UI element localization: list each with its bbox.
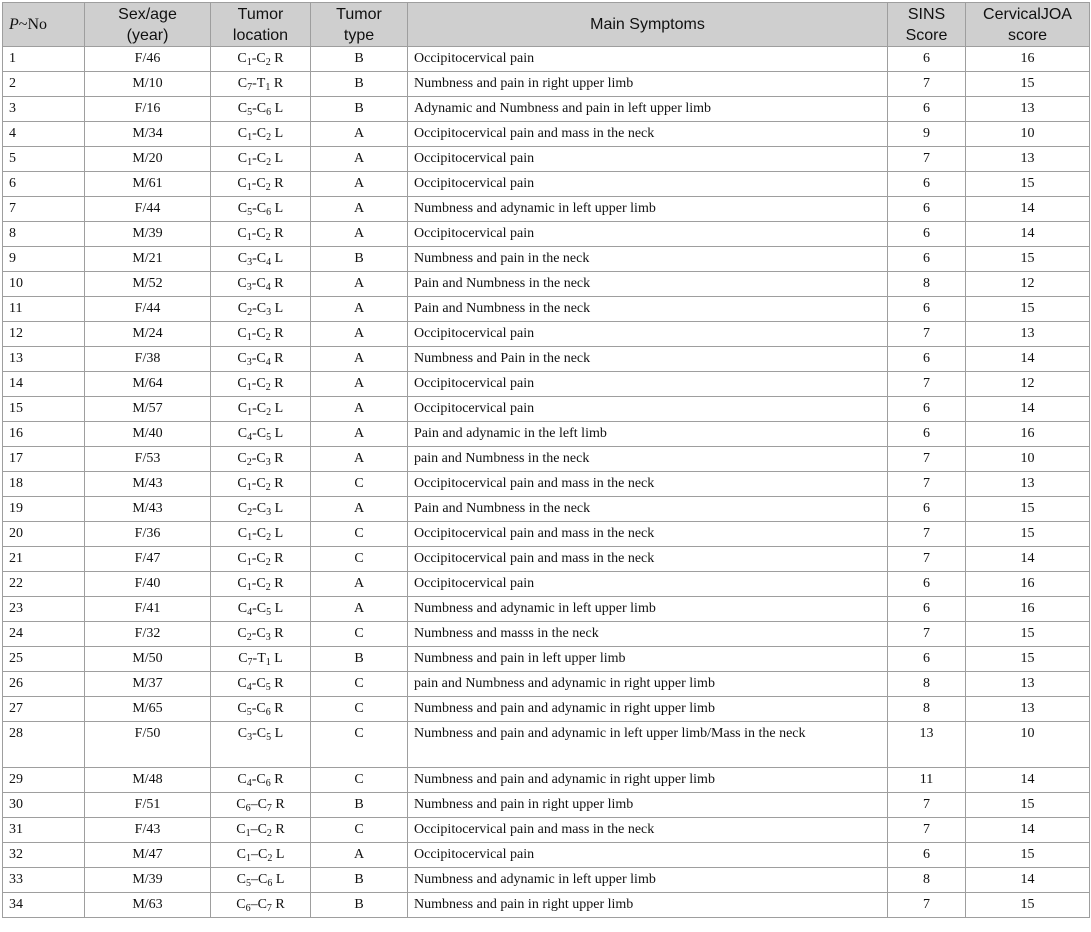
cell-main-symptoms: Occipitocervical pain [408, 147, 888, 172]
cell-sex-age: F/41 [85, 597, 211, 622]
cell-cervical-joa-score: 15 [966, 497, 1090, 522]
cell-patient-no: 2 [3, 72, 85, 97]
cell-tumor-location: $C_1-C_2$ L [211, 522, 311, 547]
cell-tumor-location: $C_3-C_5$ L [211, 722, 311, 768]
cell-cervical-joa-score: 15 [966, 247, 1090, 272]
cell-tumor-type: B [311, 868, 408, 893]
table-row [3, 72, 1090, 97]
cell-main-symptoms: Numbness and pain and adynamic in right upper limb [408, 768, 888, 793]
cell-tumor-type: A [311, 843, 408, 868]
cell-sins-score: 6 [888, 497, 966, 522]
cell-sex-age: F/53 [85, 447, 211, 472]
table-row [3, 97, 1090, 122]
table-row [3, 472, 1090, 497]
cell-cervical-joa-score: 16 [966, 422, 1090, 447]
patient-table [2, 2, 1090, 918]
cell-sex-age: M/61 [85, 172, 211, 197]
cell-main-symptoms: pain and Numbness and adynamic in right upper limb [408, 672, 888, 697]
cell-cervical-joa-score: 14 [966, 397, 1090, 422]
cell-main-symptoms: Occipitocervical pain and mass in the neck [408, 522, 888, 547]
cell-tumor-location: $C_2-C_3$ L [211, 497, 311, 522]
cell-tumor-location: $C_1-C_2$ R [211, 472, 311, 497]
table-row [3, 347, 1090, 372]
cell-tumor-type: A [311, 272, 408, 297]
cell-tumor-type: A [311, 222, 408, 247]
cell-tumor-type: B [311, 793, 408, 818]
cell-cervical-joa-score: 14 [966, 768, 1090, 793]
cell-sins-score: 6 [888, 597, 966, 622]
cell-sins-score: 8 [888, 697, 966, 722]
cell-main-symptoms: Numbness and pain in the neck [408, 247, 888, 272]
cell-sins-score: 7 [888, 522, 966, 547]
cell-tumor-type: C [311, 547, 408, 572]
cell-cervical-joa-score: 16 [966, 572, 1090, 597]
cell-cervical-joa-score: 10 [966, 122, 1090, 147]
cell-sex-age: M/21 [85, 247, 211, 272]
cell-patient-no: 33 [3, 868, 85, 893]
cell-cervical-joa-score: 12 [966, 372, 1090, 397]
cell-patient-no: 16 [3, 422, 85, 447]
cell-main-symptoms: Occipitocervical pain and mass in the neck [408, 122, 888, 147]
cell-patient-no: 9 [3, 247, 85, 272]
cell-main-symptoms: Numbness and pain and adynamic in right upper limb [408, 697, 888, 722]
table-row [3, 768, 1090, 793]
cell-sex-age: M/50 [85, 647, 211, 672]
cell-sins-score: 7 [888, 818, 966, 843]
header-sex-age: Sex/age (year) [85, 3, 211, 47]
cell-sins-score: 8 [888, 672, 966, 697]
cell-sex-age: M/43 [85, 472, 211, 497]
cell-cervical-joa-score: 14 [966, 222, 1090, 247]
cell-sex-age: M/64 [85, 372, 211, 397]
cell-sins-score: 6 [888, 843, 966, 868]
cell-tumor-location: $C_7-T_1$ L [211, 647, 311, 672]
cell-patient-no: 32 [3, 843, 85, 868]
cell-tumor-type: A [311, 122, 408, 147]
cell-sins-score: 7 [888, 72, 966, 97]
cell-tumor-location: $C_1-C_2$ L [211, 122, 311, 147]
cell-tumor-type: A [311, 447, 408, 472]
cell-sex-age: M/48 [85, 768, 211, 793]
cell-cervical-joa-score: 12 [966, 272, 1090, 297]
cell-patient-no: 17 [3, 447, 85, 472]
cell-cervical-joa-score: 14 [966, 547, 1090, 572]
cell-sex-age: F/40 [85, 572, 211, 597]
table-row [3, 222, 1090, 247]
cell-cervical-joa-score: 13 [966, 697, 1090, 722]
cell-sins-score: 13 [888, 722, 966, 768]
cell-sins-score: 7 [888, 893, 966, 918]
table-row [3, 622, 1090, 647]
cell-main-symptoms: Occipitocervical pain [408, 322, 888, 347]
cell-sins-score: 6 [888, 197, 966, 222]
cell-tumor-location: $C_1-C_2$ R [211, 172, 311, 197]
cell-tumor-location: $C_5-C_6$ R [211, 697, 311, 722]
cell-main-symptoms: Numbness and adynamic in left upper limb [408, 597, 888, 622]
table-row [3, 372, 1090, 397]
cell-main-symptoms: Pain and Numbness in the neck [408, 497, 888, 522]
cell-patient-no: 31 [3, 818, 85, 843]
cell-sex-age: F/51 [85, 793, 211, 818]
cell-sex-age: F/44 [85, 197, 211, 222]
cell-tumor-location: $C_5-C_6$ L [211, 97, 311, 122]
cell-tumor-location: $C_6-C_7$ R [211, 793, 311, 818]
cell-tumor-type: A [311, 572, 408, 597]
cell-tumor-location: $C_1-C_2$ R [211, 818, 311, 843]
cell-tumor-location: $C_1-C_2$ L [211, 397, 311, 422]
cell-cervical-joa-score: 15 [966, 522, 1090, 547]
cell-sins-score: 11 [888, 768, 966, 793]
cell-main-symptoms: Numbness and pain in right upper limb [408, 893, 888, 918]
cell-tumor-location: $C_1-C_2$ L [211, 147, 311, 172]
table-row [3, 793, 1090, 818]
cell-sex-age: F/44 [85, 297, 211, 322]
cell-sins-score: 7 [888, 472, 966, 497]
cell-patient-no: 19 [3, 497, 85, 522]
cell-tumor-location: $C_6-C_7$ R [211, 893, 311, 918]
cell-sex-age: M/20 [85, 147, 211, 172]
cell-sins-score: 6 [888, 572, 966, 597]
cell-sex-age: F/38 [85, 347, 211, 372]
cell-sex-age: M/39 [85, 222, 211, 247]
cell-tumor-location: $C_2-C_3$ R [211, 622, 311, 647]
cell-patient-no: 22 [3, 572, 85, 597]
table-row [3, 447, 1090, 472]
cell-main-symptoms: Numbness and pain and adynamic in left upper limb/Mass in the neck [408, 722, 888, 768]
cell-patient-no: 15 [3, 397, 85, 422]
cell-cervical-joa-score: 10 [966, 722, 1090, 768]
cell-patient-no: 1 [3, 47, 85, 72]
cell-patient-no: 25 [3, 647, 85, 672]
cell-cervical-joa-score: 16 [966, 47, 1090, 72]
table-row [3, 893, 1090, 918]
cell-main-symptoms: Occipitocervical pain [408, 47, 888, 72]
cell-cervical-joa-score: 15 [966, 893, 1090, 918]
cell-patient-no: 7 [3, 197, 85, 222]
cell-tumor-type: A [311, 147, 408, 172]
cell-tumor-type: A [311, 347, 408, 372]
table-row [3, 47, 1090, 72]
table-row [3, 172, 1090, 197]
cell-main-symptoms: Occipitocervical pain and mass in the neck [408, 818, 888, 843]
header-sins-score: SINS Score [888, 3, 966, 47]
cell-sins-score: 7 [888, 372, 966, 397]
cell-tumor-location: $C_1-C_2$ R [211, 222, 311, 247]
cell-sins-score: 6 [888, 222, 966, 247]
cell-cervical-joa-score: 15 [966, 72, 1090, 97]
cell-cervical-joa-score: 14 [966, 197, 1090, 222]
cell-main-symptoms: Occipitocervical pain and mass in the neck [408, 547, 888, 572]
cell-tumor-type: A [311, 197, 408, 222]
cell-patient-no: 21 [3, 547, 85, 572]
cell-sex-age: M/24 [85, 322, 211, 347]
table-row [3, 147, 1090, 172]
header-row [3, 3, 1090, 47]
cell-tumor-location: $C_1-C_2$ L [211, 843, 311, 868]
cell-patient-no: 24 [3, 622, 85, 647]
cell-main-symptoms: Occipitocervical pain [408, 172, 888, 197]
cell-tumor-location: $C_1-C_2$ R [211, 322, 311, 347]
table-row [3, 722, 1090, 768]
cell-patient-no: 28 [3, 722, 85, 768]
cell-main-symptoms: Occipitocervical pain [408, 397, 888, 422]
table-row [3, 322, 1090, 347]
cell-tumor-location: $C_1-C_2$ R [211, 47, 311, 72]
cell-sex-age: M/34 [85, 122, 211, 147]
cell-tumor-type: B [311, 97, 408, 122]
table-row [3, 122, 1090, 147]
cell-patient-no: 18 [3, 472, 85, 497]
cell-sins-score: 6 [888, 422, 966, 447]
cell-tumor-location: $C_1-C_2$ R [211, 572, 311, 597]
cell-main-symptoms: Numbness and Pain in the neck [408, 347, 888, 372]
header-tumor-location: Tumor location [211, 3, 311, 47]
cell-sins-score: 9 [888, 122, 966, 147]
cell-cervical-joa-score: 15 [966, 622, 1090, 647]
cell-sex-age: M/10 [85, 72, 211, 97]
cell-tumor-type: A [311, 297, 408, 322]
cell-main-symptoms: Numbness and pain in right upper limb [408, 793, 888, 818]
table-row [3, 672, 1090, 697]
cell-tumor-type: C [311, 672, 408, 697]
cell-tumor-location: $C_2-C_3$ R [211, 447, 311, 472]
cell-sex-age: F/50 [85, 722, 211, 768]
cell-patient-no: 12 [3, 322, 85, 347]
cell-cervical-joa-score: 13 [966, 97, 1090, 122]
cell-cervical-joa-score: 13 [966, 472, 1090, 497]
cell-sins-score: 8 [888, 868, 966, 893]
cell-main-symptoms: Pain and adynamic in the left limb [408, 422, 888, 447]
cell-tumor-location: $C_2-C_3$ L [211, 297, 311, 322]
cell-cervical-joa-score: 15 [966, 172, 1090, 197]
cell-patient-no: 14 [3, 372, 85, 397]
table-row [3, 843, 1090, 868]
cell-sins-score: 7 [888, 547, 966, 572]
cell-main-symptoms: Numbness and adynamic in left upper limb [408, 868, 888, 893]
cell-tumor-type: B [311, 647, 408, 672]
cell-tumor-type: A [311, 422, 408, 447]
cell-patient-no: 3 [3, 97, 85, 122]
cell-patient-no: 10 [3, 272, 85, 297]
cell-tumor-location: $C_4-C_6$ R [211, 768, 311, 793]
cell-sins-score: 6 [888, 647, 966, 672]
cell-main-symptoms: Occipitocervical pain and mass in the neck [408, 472, 888, 497]
header-tumor-type: Tumor type [311, 3, 408, 47]
cell-tumor-type: B [311, 72, 408, 97]
cell-patient-no: 13 [3, 347, 85, 372]
cell-sins-score: 6 [888, 397, 966, 422]
cell-tumor-type: B [311, 893, 408, 918]
cell-main-symptoms: Numbness and masss in the neck [408, 622, 888, 647]
table-row [3, 697, 1090, 722]
cell-tumor-type: C [311, 818, 408, 843]
cell-tumor-type: C [311, 722, 408, 768]
cell-main-symptoms: Numbness and pain in left upper limb [408, 647, 888, 672]
table-row [3, 247, 1090, 272]
cell-sex-age: M/37 [85, 672, 211, 697]
cell-tumor-location: $C_5-C_6$ L [211, 868, 311, 893]
cell-sex-age: F/46 [85, 47, 211, 72]
table-row [3, 647, 1090, 672]
cell-tumor-type: C [311, 522, 408, 547]
cell-sins-score: 8 [888, 272, 966, 297]
cell-cervical-joa-score: 15 [966, 793, 1090, 818]
table-row [3, 497, 1090, 522]
cell-tumor-type: C [311, 697, 408, 722]
cell-tumor-location: $C_4-C_5$ L [211, 597, 311, 622]
cell-main-symptoms: Occipitocervical pain [408, 843, 888, 868]
cell-patient-no: 26 [3, 672, 85, 697]
cell-sex-age: M/65 [85, 697, 211, 722]
cell-patient-no: 11 [3, 297, 85, 322]
cell-tumor-location: $C_5-C_6$ L [211, 197, 311, 222]
table-row [3, 572, 1090, 597]
cell-sins-score: 7 [888, 147, 966, 172]
cell-tumor-type: B [311, 47, 408, 72]
cell-cervical-joa-score: 13 [966, 147, 1090, 172]
cell-sex-age: F/32 [85, 622, 211, 647]
cell-tumor-type: C [311, 768, 408, 793]
cell-sex-age: M/57 [85, 397, 211, 422]
cell-tumor-type: A [311, 322, 408, 347]
cell-tumor-location: $C_3-C_4$ L [211, 247, 311, 272]
cell-tumor-location: $C_1-C_2$ R [211, 372, 311, 397]
cell-sins-score: 7 [888, 322, 966, 347]
cell-sex-age: M/47 [85, 843, 211, 868]
cell-tumor-location: $C_7-T_1$ R [211, 72, 311, 97]
cell-tumor-location: $C_3-C_4$ R [211, 272, 311, 297]
cell-tumor-type: B [311, 247, 408, 272]
table-row [3, 422, 1090, 447]
cell-patient-no: 30 [3, 793, 85, 818]
header-main-symptoms: Main Symptoms [408, 3, 888, 47]
cell-cervical-joa-score: 14 [966, 818, 1090, 843]
cell-sex-age: M/39 [85, 868, 211, 893]
table-row [3, 272, 1090, 297]
cell-tumor-type: A [311, 597, 408, 622]
table-row [3, 297, 1090, 322]
cell-sex-age: M/40 [85, 422, 211, 447]
cell-tumor-location: $C_4-C_5$ R [211, 672, 311, 697]
table-row [3, 197, 1090, 222]
cell-main-symptoms: Numbness and adynamic in left upper limb [408, 197, 888, 222]
cell-cervical-joa-score: 15 [966, 647, 1090, 672]
cell-sex-age: M/43 [85, 497, 211, 522]
cell-tumor-location: $C_3-C_4$ R [211, 347, 311, 372]
header-cervical-joa-score: CervicalJOA score [966, 3, 1090, 47]
cell-sins-score: 6 [888, 347, 966, 372]
cell-main-symptoms: pain and Numbness in the neck [408, 447, 888, 472]
cell-sex-age: F/16 [85, 97, 211, 122]
cell-patient-no: 20 [3, 522, 85, 547]
cell-sins-score: 6 [888, 297, 966, 322]
cell-patient-no: 29 [3, 768, 85, 793]
cell-sins-score: 7 [888, 622, 966, 647]
cell-patient-no: 4 [3, 122, 85, 147]
cell-tumor-type: C [311, 472, 408, 497]
table-row [3, 597, 1090, 622]
cell-tumor-location: $C_1-C_2$ R [211, 547, 311, 572]
cell-main-symptoms: Adynamic and Numbness and pain in left upper limb [408, 97, 888, 122]
cell-main-symptoms: Occipitocervical pain [408, 372, 888, 397]
cell-sex-age: F/36 [85, 522, 211, 547]
cell-tumor-location: $C_4-C_5$ L [211, 422, 311, 447]
table-row [3, 547, 1090, 572]
table-row [3, 818, 1090, 843]
cell-cervical-joa-score: 15 [966, 297, 1090, 322]
cell-sex-age: M/63 [85, 893, 211, 918]
cell-tumor-type: A [311, 497, 408, 522]
header-patient-no: P~No [3, 3, 85, 47]
cell-sex-age: F/47 [85, 547, 211, 572]
cell-sins-score: 6 [888, 172, 966, 197]
cell-tumor-type: A [311, 172, 408, 197]
cell-patient-no: 8 [3, 222, 85, 247]
cell-sins-score: 6 [888, 97, 966, 122]
cell-tumor-type: C [311, 622, 408, 647]
cell-cervical-joa-score: 14 [966, 347, 1090, 372]
cell-main-symptoms: Numbness and pain in right upper limb [408, 72, 888, 97]
table-row [3, 522, 1090, 547]
table-row [3, 397, 1090, 422]
cell-main-symptoms: Pain and Numbness in the neck [408, 272, 888, 297]
table-row [3, 868, 1090, 893]
cell-cervical-joa-score: 13 [966, 322, 1090, 347]
cell-sex-age: M/52 [85, 272, 211, 297]
cell-cervical-joa-score: 13 [966, 672, 1090, 697]
cell-patient-no: 23 [3, 597, 85, 622]
cell-patient-no: 34 [3, 893, 85, 918]
cell-sins-score: 6 [888, 47, 966, 72]
cell-patient-no: 27 [3, 697, 85, 722]
cell-cervical-joa-score: 16 [966, 597, 1090, 622]
cell-sex-age: F/43 [85, 818, 211, 843]
cell-patient-no: 5 [3, 147, 85, 172]
cell-patient-no: 6 [3, 172, 85, 197]
cell-main-symptoms: Occipitocervical pain [408, 572, 888, 597]
cell-sins-score: 7 [888, 447, 966, 472]
cell-main-symptoms: Occipitocervical pain [408, 222, 888, 247]
cell-sins-score: 7 [888, 793, 966, 818]
cell-tumor-type: A [311, 372, 408, 397]
cell-cervical-joa-score: 14 [966, 868, 1090, 893]
cell-tumor-type: A [311, 397, 408, 422]
cell-sins-score: 6 [888, 247, 966, 272]
cell-main-symptoms: Pain and Numbness in the neck [408, 297, 888, 322]
cell-cervical-joa-score: 10 [966, 447, 1090, 472]
cell-cervical-joa-score: 15 [966, 843, 1090, 868]
